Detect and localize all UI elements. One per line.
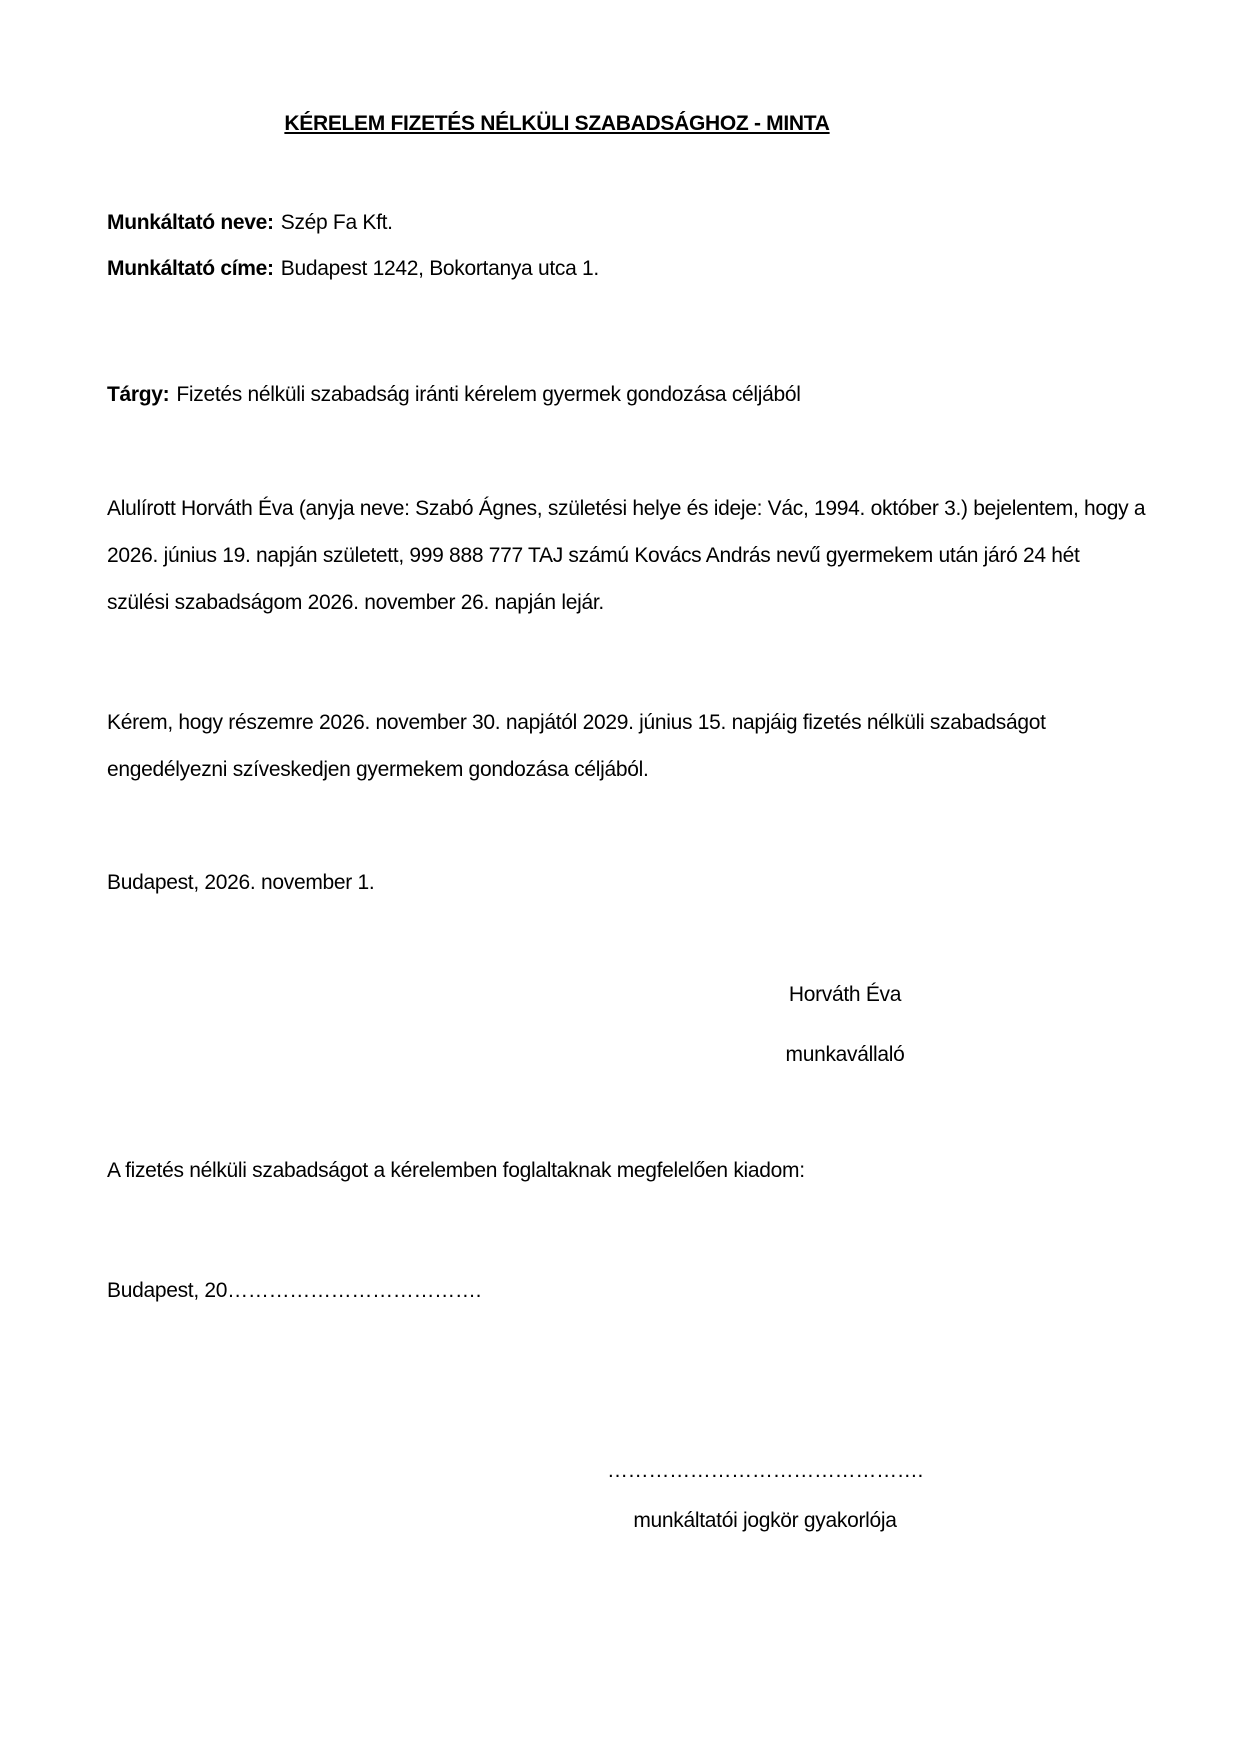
employer-name-label: Munkáltató neve:	[107, 211, 274, 234]
employee-signature-role: munkavállaló	[785, 1043, 905, 1066]
subject-line	[107, 382, 801, 408]
employer-signature-role: munkáltatói jogkör gyakorlója	[633, 1509, 897, 1532]
employer-address-label: Munkáltató címe:	[107, 257, 274, 280]
document-title: KÉRELEM FIZETÉS NÉLKÜLI SZABADSÁGHOZ - MINTA	[284, 112, 830, 135]
employer-address-value: Budapest 1242, Bokortanya utca 1.	[280, 257, 599, 280]
employer-name-value: Szép Fa Kft.	[280, 211, 393, 234]
subject-value: Fizetés nélküli szabadság iránti kérelem gyermek gondozása céljából	[176, 383, 801, 406]
employer-signature-block	[460, 1458, 1070, 1534]
employer-name-line	[107, 210, 393, 236]
body-paragraph-2: Kérem, hogy részemre 2026. november 30. napjától 2029. június 15. napjáig fizetés nélküli szabadságot engedélyezni szíveskedjen gyermekem gondozása céljából.	[107, 711, 1046, 781]
employer-address-line	[107, 256, 599, 282]
employer-signature-dotted-line: ……………………………………….	[606, 1459, 924, 1482]
employer-date-fill-line: Budapest, 20……………………………….	[107, 1279, 482, 1302]
employee-signature-block	[550, 982, 1140, 1068]
employee-signature-name: Horváth Éva	[788, 983, 902, 1006]
subject-label: Tárgy:	[107, 383, 170, 406]
approval-statement-line: A fizetés nélküli szabadságot a kérelemben foglaltaknak megfelelően kiadom:	[107, 1159, 805, 1182]
letter-date-line: Budapest, 2026. november 1.	[107, 871, 375, 894]
body-paragraph-1: Alulírott Horváth Éva (anyja neve: Szabó Ágnes, születési helye és ideje: Vác, 1994. október 3.) bejelentem, hogy a 2026. június 19. napján született, 999 888 777 TAJ számú Kovács András nevű gyermekem után járó 24 hét szülési szabadságom 2026. november 26. napján lejár.	[107, 497, 1146, 614]
